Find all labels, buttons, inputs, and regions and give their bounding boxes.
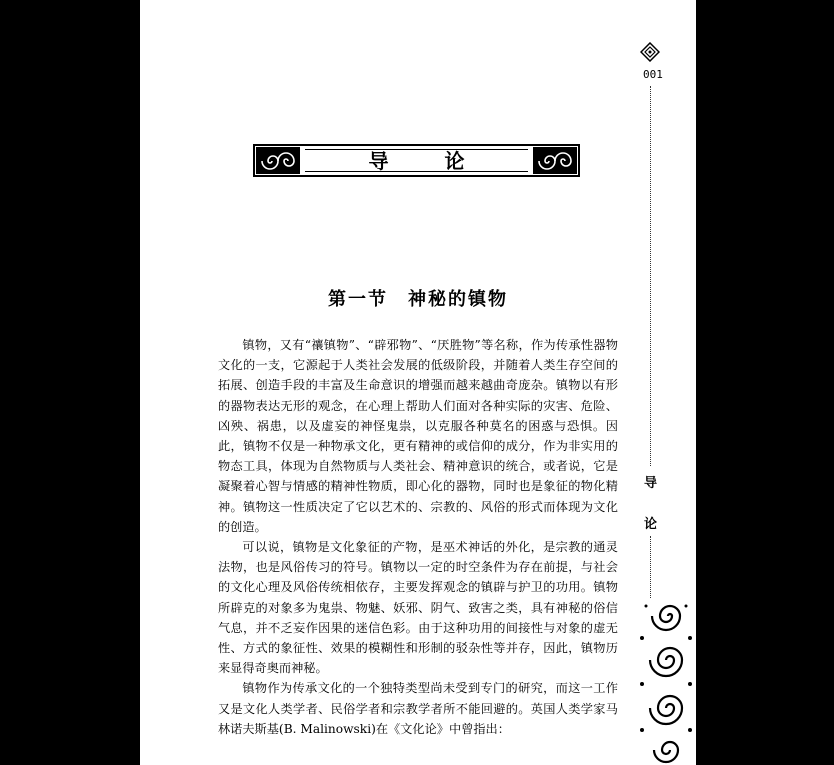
paragraph: 可以说，镇物是文化象征的产物，是巫术神话的外化，是宗教的通灵法物，也是风俗传习的符号。镇物以一定的时空条件为存在前提，与社会的文化心理及风俗传统相依存，主要发挥观念的镇辟与护卫的功用。镇物所辟克的对象多为鬼祟、物魅、妖邪、阴气、致害之类，具有神秘的俗信气息，并不乏妄作因果的迷信色彩。由于这种功用的间接性与对象的虚无性、方式的象征性、效果的模糊性和形制的驳杂性等并存，因此，镇物历来显得奇奥而神秘。 — [218, 540, 618, 676]
margin-dotted-line-top — [650, 86, 651, 466]
chapter-title: 导论 — [305, 149, 528, 172]
side-label-1: 导 — [644, 476, 658, 491]
margin-dotted-line-bottom — [650, 536, 651, 598]
section-heading: 第一节 神秘的镇物 — [328, 289, 508, 310]
spiral-pattern-decoration — [636, 598, 696, 765]
side-label-2: 论 — [644, 517, 658, 532]
book-page — [140, 0, 696, 765]
cloud-scroll-ornament-icon — [256, 147, 300, 174]
chapter-title-banner — [253, 144, 580, 177]
cloud-scroll-ornament-icon — [533, 147, 577, 174]
diamond-ornament-icon — [640, 42, 660, 62]
body-text — [218, 335, 618, 739]
page-number: 001 — [643, 68, 663, 81]
paragraph: 镇物作为传承文化的一个独特类型尚未受到专门的研究，而这一工作又是文化人类学者、民俗学者和宗教学者所不能回避的。英国人类学家马林诺夫斯基(B. Malinowski)在《文化论》中曾指出： — [218, 681, 618, 736]
paragraph: 镇物，又有“禳镇物”、“辟邪物”、“厌胜物”等名称，作为传承性器物文化的一支，它源起于人类社会发展的低级阶段，并随着人类生存空间的拓展、创造手段的丰富及生命意识的增强而越来越曲奇庞杂。镇物以有形的器物表达无形的观念，在心理上帮助人们面对各种实际的灾害、危险、凶殃、祸患，以及虚妄的神怪鬼祟，以克服各种莫名的困惑与恐惧。因此，镇物不仅是一种物承文化，更有精神的或信仰的成分，作为非实用的物态工具，体现为自然物质与人类社会、精神意识的统合，或者说，它是凝聚着心智与情感的精神性物质，即心化的器物，同时也是象征的物化精神。镇物这一性质决定了它以艺术的、宗教的、风俗的形式而体现为文化的创造。 — [218, 338, 618, 534]
